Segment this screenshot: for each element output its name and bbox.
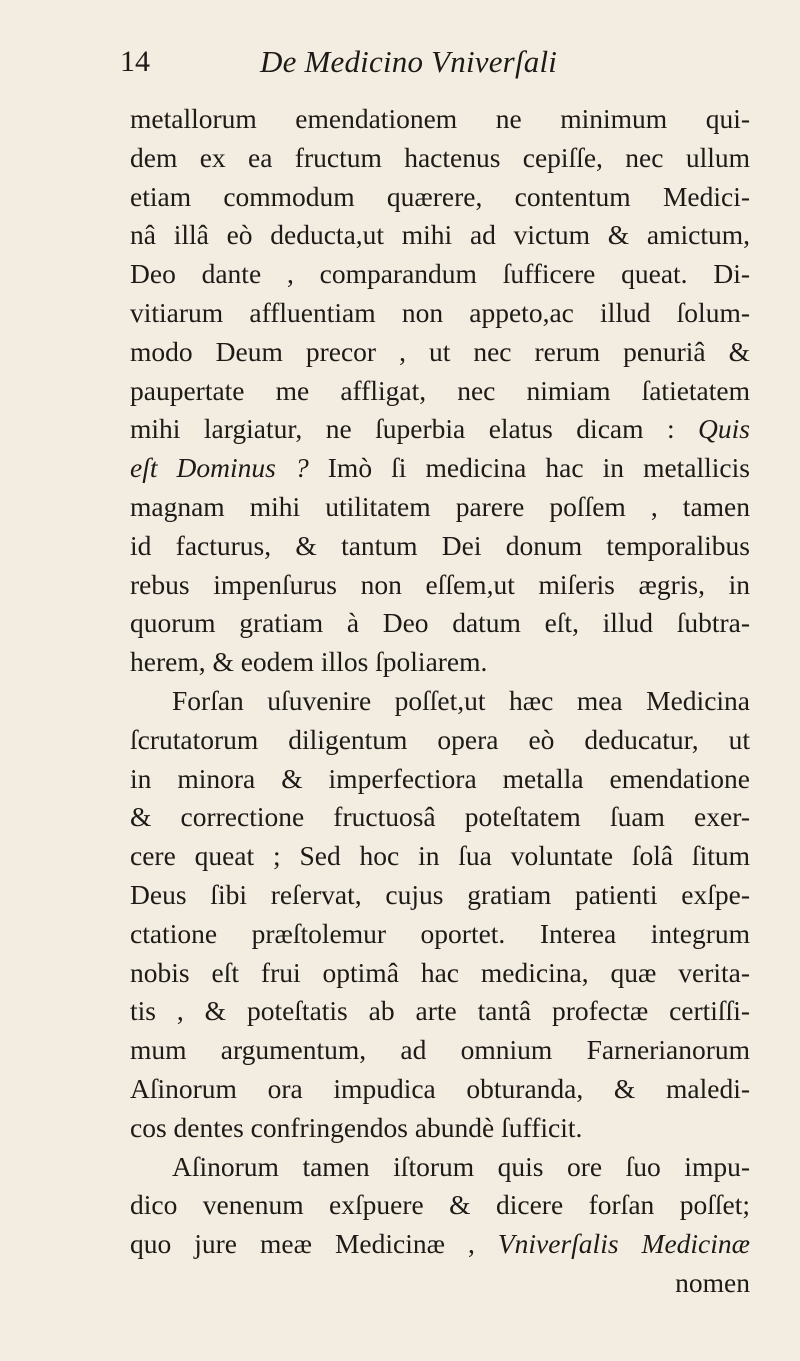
- line-text: rebus impenſurus non eſſem,ut miſeris ægris, in: [130, 568, 750, 600]
- catchword: nomen: [675, 1266, 750, 1298]
- line-text: & correctione fructuosâ poteſtatem ſuam exer-: [130, 801, 750, 833]
- text-line: [130, 798, 750, 837]
- text-line: [130, 488, 750, 527]
- text-line: [130, 178, 750, 217]
- line-text: herem, & eodem illos ſpoliarem.: [130, 646, 488, 678]
- text-line: [130, 449, 750, 488]
- text-line: [130, 1225, 750, 1264]
- text-line: [130, 760, 750, 799]
- line-text: Deo dante , comparandum ſufficere queat. Di-: [130, 258, 750, 290]
- text-line: [130, 372, 750, 411]
- line-text: nâ illâ eò deducta,ut mihi ad victum & amictum,: [130, 219, 750, 251]
- running-head: [120, 40, 745, 84]
- line-text: Aſinorum ora impudica obturanda, & maledi-: [130, 1072, 750, 1104]
- text-line: [130, 216, 750, 255]
- line-text: paupertate me affligat, nec nimiam ſatietatem: [130, 374, 750, 406]
- text-line: [130, 255, 750, 294]
- text-line: [130, 992, 750, 1031]
- line-text: id facturus, & tantum Dei donum temporalibus: [130, 529, 750, 561]
- line-text: cos dentes confringendos abundè ſufficit.: [130, 1111, 583, 1143]
- text-line: [130, 139, 750, 178]
- line-text: dico venenum exſpuere & dicere forſan poſſet;: [130, 1189, 750, 1221]
- text-line: [130, 954, 750, 993]
- text-line: [130, 604, 750, 643]
- page-number: 14: [120, 45, 150, 78]
- line-text: tis , & poteſtatis ab arte tantâ profectæ certiſſi-: [130, 995, 750, 1027]
- line-text: metallorum emendationem ne minimum qui-: [130, 103, 750, 134]
- line-text: in minora & imperfectiora metalla emendatione: [130, 762, 750, 794]
- line-text: magnam mihi utilitatem parere poſſem , tamen: [130, 490, 750, 522]
- line-text: quo jure meæ Medicinæ ,: [130, 1228, 498, 1260]
- line-text: nobis eſt frui optimâ hac medicina, quæ verita-: [130, 956, 750, 988]
- italic-text: Vniverſalis Medicinæ: [497, 1228, 750, 1260]
- body-text: [130, 100, 750, 1303]
- line-text: quorum gratiam à Deo datum eſt, illud ſubtra-: [130, 607, 750, 639]
- text-line: [130, 100, 750, 139]
- line-text: modo Deum precor , ut nec rerum penuriâ &: [130, 335, 750, 367]
- text-line: [130, 876, 750, 915]
- text-line: [130, 410, 750, 449]
- line-text: mihi largiatur, ne ſuperbia elatus dicam :: [130, 413, 699, 445]
- text-line: [130, 294, 750, 333]
- running-title: De Medicino Vniverſali: [260, 44, 558, 79]
- line-text: Forſan uſuvenire poſſet,ut hæc mea Medicina: [172, 684, 750, 716]
- text-line: [130, 333, 750, 372]
- text-line: [130, 643, 750, 682]
- line-text: ctatione præſtolemur oportet. Interea integrum: [130, 917, 750, 949]
- text-line: [130, 721, 750, 760]
- text-line: [130, 527, 750, 566]
- text-line: [130, 915, 750, 954]
- text-line: [130, 1031, 750, 1070]
- line-text: Deus ſibi reſervat, cujus gratiam patienti exſpe-: [130, 878, 750, 910]
- text-line: [130, 682, 750, 721]
- text-line: [130, 837, 750, 876]
- line-text: Imò ſi medicina hac in metallicis: [308, 452, 750, 484]
- line-text: vitiarum affluentiam non appeto,ac illud ſolum-: [130, 296, 750, 328]
- text-line: [130, 1186, 750, 1225]
- line-text: mum argumentum, ad omnium Farnerianorum: [130, 1034, 750, 1066]
- line-text: dem ex ea fructum hactenus cepiſſe, nec ullum: [130, 141, 750, 173]
- line-text: Aſinorum tamen iſtorum quis ore ſuo impu-: [172, 1150, 750, 1182]
- text-line: [130, 1148, 750, 1187]
- line-text: etiam commodum quærere, contentum Medici-: [130, 180, 750, 212]
- text-line: [130, 1070, 750, 1109]
- line-text: cere queat ; Sed hoc in ſua voluntate ſolâ ſitum: [130, 840, 750, 872]
- line-text: ſcrutatorum diligentum opera eò deducatur, ut: [130, 723, 750, 755]
- text-line: [130, 566, 750, 605]
- italic-text: eſt Dominus ?: [130, 452, 309, 484]
- text-line: [130, 1109, 750, 1148]
- italic-text: Quis: [698, 413, 750, 445]
